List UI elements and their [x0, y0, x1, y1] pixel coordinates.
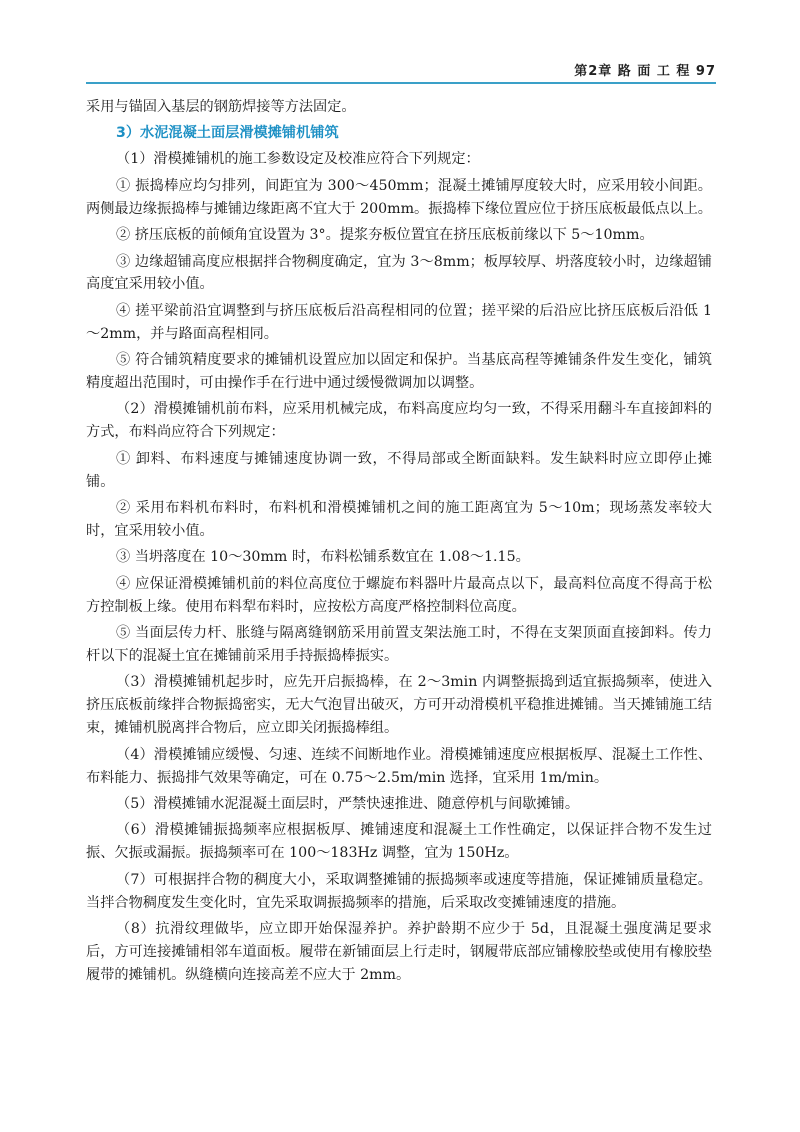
paragraph: （7）可根据拌合物的稠度大小，采取调整摊铺的振捣频率或速度等措施，保证摊铺质量稳定。当拌合物稠度发生变化时，宜先采取调振捣频率的措施，后采取改变摊铺速度的措施。: [86, 871, 712, 911]
paragraph: ④ 搓平梁前沿宜调整到与挤压底板后沿高程相同的位置；搓平梁的后沿应比挤压底板后沿低 1～2mm，并与路面高程相同。: [86, 302, 712, 342]
paragraph: ① 振捣棒应均匀排列，间距宜为 300～450mm；混凝土摊铺厚度较大时，应采用较小间距。两侧最边缘振捣棒与摊铺边缘距离不宜大于 200mm。振捣棒下缘位置应位于挤压底板最低点以上。: [86, 177, 712, 217]
paragraph: ① 卸料、布料速度与摊铺速度协调一致，不得局部或全断面缺料。发生缺料时应立即停止摊铺。: [86, 450, 712, 490]
paragraph: ⑤ 符合铺筑精度要求的摊铺机设置应加以固定和保护。当基底高程等摊铺条件发生变化，铺筑精度超出范围时，可由操作手在行进中通过缓慢微调加以调整。: [86, 352, 712, 392]
paragraph: ② 采用布料机布料时，布料机和滑模摊铺机之间的施工距离宜为 5～10m；现场蒸发率较大时，宜采用较小值。: [86, 500, 712, 539]
paragraph: （4）滑模摊铺应缓慢、匀速、连续不间断地作业。滑模摊铺速度应根据板厚、混凝土工作性、布料能力、振捣排气效果等确定，可在 0.75～2.5m/min 选择，宜采用 1m/min。: [86, 746, 712, 786]
paragraph: ③ 当坍落度在 10～30mm 时，布料松铺系数宜在 1.08～1.15。: [116, 549, 530, 566]
paragraph: ③ 边缘超铺高度应根据拌合物稠度确定，宜为 3～8mm；板厚较厚、坍落度较小时，边缘超铺高度宜采用较小值。: [86, 253, 712, 293]
header-rule: [86, 82, 716, 84]
section-heading: 3）水泥混凝土面层滑模摊铺机铺筑: [116, 125, 339, 142]
paragraph: （3）滑模摊铺机起步时，应先开启振捣棒，在 2～3min 内调整振捣到适宜振捣频率，使进入挤压底板前缘拌合物振捣密实，无大气泡冒出破灭，方可开动滑模机平稳推进摊铺。当天摊铺施工结束，摊铺机脱离拌合物后，应立即关闭振捣棒组。: [86, 674, 712, 737]
paragraph: （1）滑模摊铺机的施工参数设定及校准应符合下列规定：: [116, 151, 480, 168]
paragraph: ② 挤压底板的前倾角宜设置为 3°。提浆夯板位置宜在挤压底板前缘以下 5～10mm。: [116, 227, 654, 244]
paragraph: （6）滑模摊铺振捣频率应根据板厚、摊铺速度和混凝土工作性确定，以保证拌合物不发生过振、欠振或漏振。振捣频率可在 100～183Hz 调整，宜为 150Hz。: [86, 822, 712, 862]
paragraph: （8）抗滑纹理做毕，应立即开始保湿养护。养护龄期不应少于 5d，且混凝土强度满足要求后，方可连接摊铺相邻车道面板。履带在新铺面层上行走时，钢履带底部应铺橡胶垫或使用有橡胶垫履带的摊铺机。纵缝横向连接高差不应大于 2mm。: [86, 921, 712, 983]
chapter-title: 第2章 路 面 工 程 97: [574, 64, 716, 79]
paragraph: （5）滑模摊铺水泥混凝土面层时，严禁快速推进、随意停机与间歇摊铺。: [116, 795, 580, 812]
paragraph: （2）滑模摊铺机前布料，应采用机械完成，布料高度应均匀一致，不得采用翻斗车直接卸料的方式，布料尚应符合下列规定：: [86, 401, 712, 441]
paragraph-continued: 采用与锚固入基层的钢筋焊接等方法固定。: [86, 99, 356, 115]
paragraph: ④ 应保证滑模摊铺机前的料位高度位于螺旋布料器叶片最高点以下，最高料位高度不得高于松方控制板上缘。使用布料犁布料时，应按松方高度严格控制料位高度。: [86, 575, 712, 615]
page-header: [86, 56, 716, 86]
page-body: [86, 96, 712, 990]
paragraph: ⑤ 当面层传力杆、胀缝与隔离缝钢筋采用前置支架法施工时，不得在支架顶面直接卸料。传力杆以下的混凝土宜在摊铺前采用手持振捣棒振实。: [86, 625, 712, 665]
